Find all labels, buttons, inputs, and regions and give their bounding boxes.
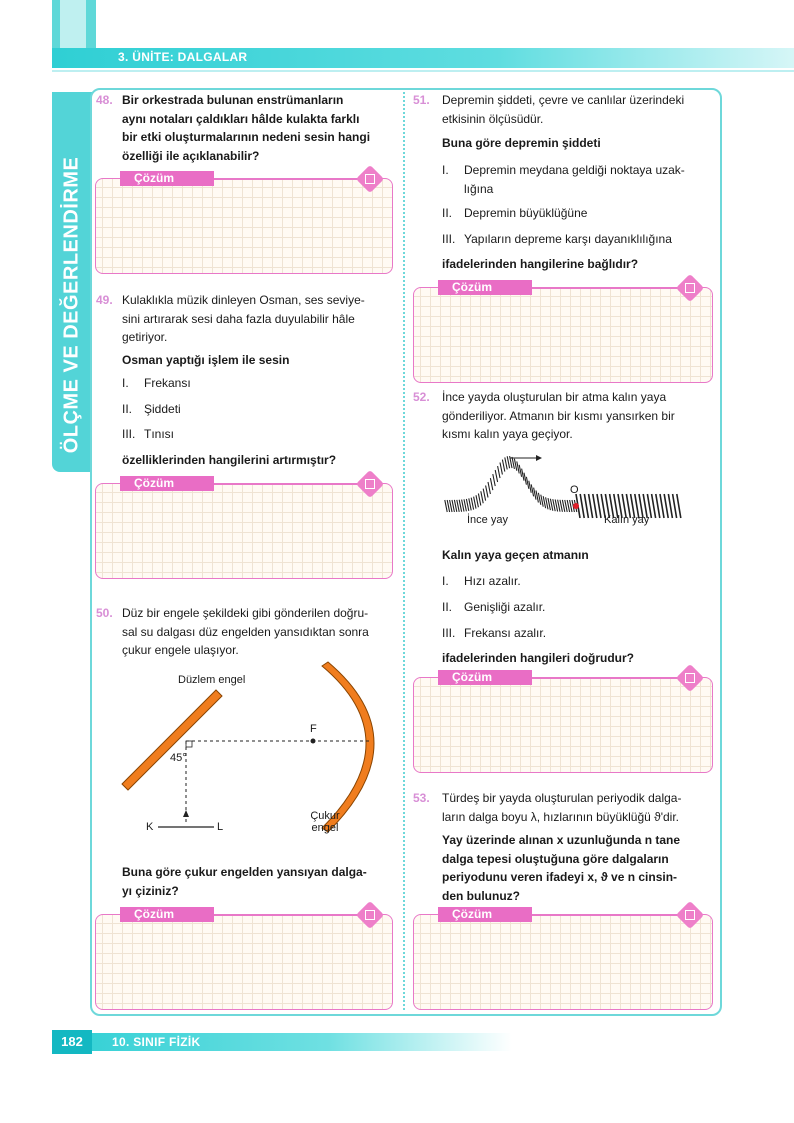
- spring-coil: [459, 500, 461, 512]
- question-50-number: 50.: [96, 606, 113, 620]
- spring-coil: [476, 495, 478, 507]
- spring-coil: [656, 494, 660, 518]
- question-52-option-2: II. Genişliği azalır.: [442, 600, 546, 614]
- spring-coil: [553, 499, 555, 511]
- spring-coil: [524, 473, 526, 485]
- spring-coil: [536, 490, 538, 502]
- spring-coil: [567, 500, 569, 512]
- question-51-option-2: II. Depremin büyüklüğüne: [442, 206, 588, 220]
- column-divider: [403, 92, 405, 1010]
- solution-box-line: [214, 914, 368, 916]
- solution-box-48[interactable]: [95, 171, 393, 274]
- spring-coil: [593, 494, 597, 518]
- question-49-option-3: III. Tınısı: [122, 427, 175, 441]
- spring-coil: [464, 499, 466, 511]
- spring-coil: [529, 481, 531, 493]
- solution-label: Çözüm: [120, 476, 214, 491]
- solution-box-line: [214, 178, 368, 180]
- page-number: 182: [52, 1030, 92, 1054]
- spring-coil: [452, 500, 454, 512]
- question-49-stem: Osman yaptığı işlem ile sesin: [122, 353, 290, 367]
- question-51-option-3: III. Yapıların depreme karşı dayanıklılığına: [442, 232, 672, 246]
- question-53-number: 53.: [413, 791, 430, 805]
- spring-coil: [580, 494, 584, 518]
- question-52-stem: Kalın yaya geçen atmanın: [442, 548, 589, 562]
- solution-label: Çözüm: [438, 280, 532, 295]
- right-angle-mark: [186, 741, 192, 747]
- spring-coil: [514, 459, 516, 471]
- question-49-option-1: I. Frekansı: [122, 376, 191, 390]
- solution-box-line: [532, 677, 688, 679]
- spring-coil: [668, 494, 672, 518]
- spring-coil: [565, 500, 567, 512]
- spring-coil: [493, 474, 495, 486]
- solution-box-line: [532, 287, 688, 289]
- spring-coil: [488, 482, 490, 494]
- spring-coil: [652, 494, 656, 518]
- solution-label: Çözüm: [438, 670, 532, 685]
- arrow-head: [536, 455, 542, 461]
- spring-diagram: [440, 450, 690, 520]
- solution-box-53[interactable]: [413, 907, 713, 1010]
- flat-barrier-label: Düzlem engel: [178, 674, 246, 686]
- solution-label: Çözüm: [120, 171, 214, 186]
- up-arrow: [183, 810, 189, 817]
- spring-coil: [550, 499, 552, 511]
- question-51-number: 51.: [413, 93, 430, 107]
- spring-coil: [570, 500, 572, 512]
- solution-label: Çözüm: [438, 907, 532, 922]
- question-49-number: 49.: [96, 293, 113, 307]
- thin-spring-label: İnce yay: [467, 514, 508, 526]
- spring-coil: [555, 499, 557, 511]
- spring-coil: [445, 500, 447, 512]
- spring-coil: [498, 466, 500, 478]
- solution-label: Çözüm: [120, 907, 214, 922]
- side-tab-label: ÖLÇME VE DEĞERLENDİRME: [60, 156, 83, 454]
- unit-title: 3. ÜNİTE: DALGALAR: [118, 50, 248, 64]
- question-50-question: Buna göre çukur engelden yansıyan dalga- yı çiziniz?: [122, 865, 367, 898]
- point-k-label: K: [146, 821, 154, 833]
- solution-box-line: [532, 914, 688, 916]
- spring-coil: [486, 486, 488, 498]
- spring-coil: [483, 489, 485, 501]
- spring-coil: [677, 494, 681, 518]
- solution-box-50[interactable]: [95, 907, 393, 1010]
- question-51-question: ifadelerinden hangilerine bağlıdır?: [442, 257, 639, 271]
- question-50-text: Düz bir engele şekildeki gibi gönderilen doğru- sal su dalgası düz engelden yansıdıktan sonra çukur engele ulaşıyor.: [122, 606, 369, 657]
- solution-box-49[interactable]: [95, 476, 393, 579]
- question-53-text: Türdeş bir yayda oluşturulan periyodik dalga- ların dalga boyu λ, hızlarının büyüklüğü ϑ'dir.: [442, 791, 682, 824]
- question-48-text: Bir orkestrada bulunan enstrümanların aynı notaları çaldıkları hâlde kulakta farklı bir etki oluşturmalarının nedeni sesin hangi özelliği ile açıklanabilir?: [122, 93, 371, 163]
- spring-coil: [560, 500, 562, 512]
- spring-coil: [507, 456, 509, 468]
- solution-box-51[interactable]: [413, 280, 713, 383]
- spring-coil: [481, 491, 483, 503]
- point-l-label: L: [217, 821, 224, 833]
- spring-coil: [673, 494, 677, 518]
- spring-coil: [597, 494, 601, 518]
- angle-label: 45°: [170, 752, 187, 764]
- question-49-text: Kulaklıkla müzik dinleyen Osman, ses seviye- sini artırarak sesi daha fazla duyulabilir hâle getiriyor.: [122, 293, 365, 344]
- question-52-number: 52.: [413, 390, 430, 404]
- spring-coil: [558, 500, 560, 512]
- junction-point: [573, 503, 579, 509]
- solution-box-line: [214, 483, 368, 485]
- question-52-question: ifadelerinden hangileri doğrudur?: [442, 651, 635, 665]
- junction-label: O: [570, 484, 579, 496]
- spring-coil: [450, 500, 452, 512]
- spring-coil: [531, 484, 533, 496]
- spring-coil: [505, 457, 507, 469]
- spring-coil: [469, 498, 471, 510]
- curved-barrier: [322, 662, 374, 832]
- spring-coil: [466, 499, 468, 511]
- spring-coil: [660, 494, 664, 518]
- question-48-number: 48.: [96, 93, 113, 107]
- reflection-diagram: [110, 660, 400, 850]
- curved-barrier-label: Çukur engel: [310, 810, 340, 834]
- spring-coil: [589, 494, 593, 518]
- question-53-question: Yay üzerinde alınan x uzunluğunda n tane dalga tepesi oluştuğuna göre dalgaların periyodunu veren ifadeyi x, ϑ ve n cinsin- den bulunuz?: [442, 833, 681, 903]
- spring-coil: [454, 500, 456, 512]
- spring-coil: [471, 498, 473, 510]
- flat-barrier: [122, 690, 222, 790]
- thick-spring-label: Kalın yay: [604, 514, 650, 526]
- spring-coil: [538, 493, 540, 505]
- spring-coil: [478, 493, 480, 505]
- question-49-option-2: II. Şiddeti: [122, 402, 181, 416]
- spring-coil: [490, 478, 492, 490]
- question-52-option-1: I. Hızı azalır.: [442, 574, 521, 588]
- spring-coil: [462, 500, 464, 512]
- spring-coil: [500, 463, 502, 475]
- question-52-text: İnce yayda oluşturulan bir atma kalın yaya gönderiliyor. Atmanın bir kısmı yansırken bir kısmı kalın yaya geçiyor.: [442, 390, 675, 441]
- question-52-option-3: III. Frekansı azalır.: [442, 626, 547, 640]
- question-51-text: Depremin şiddeti, çevre ve canlılar üzerindeki etkisinin ölçüsüdür.: [442, 93, 685, 126]
- spring-coil: [447, 500, 449, 512]
- spring-coil: [584, 494, 588, 518]
- spring-coil: [519, 465, 521, 477]
- book-title: 10. SINIF FİZİK: [112, 1035, 201, 1049]
- spring-coil: [457, 500, 459, 512]
- spring-coil: [534, 488, 536, 500]
- spring-coil: [517, 461, 519, 473]
- spring-coil: [495, 470, 497, 482]
- thin-spring: [445, 456, 577, 512]
- solution-box-52[interactable]: [413, 670, 713, 773]
- spring-coil: [522, 469, 524, 481]
- spring-coil: [664, 494, 668, 518]
- question-49-question: özelliklerinden hangilerini artırmıştır?: [122, 453, 337, 467]
- header-divider: [52, 70, 794, 72]
- question-51-stem: Buna göre depremin şiddeti: [442, 136, 601, 150]
- spring-coil: [474, 497, 476, 509]
- focus-label: F: [310, 723, 317, 735]
- spring-coil: [526, 477, 528, 489]
- spring-coil: [502, 460, 504, 472]
- spring-coil: [562, 500, 564, 512]
- question-51-option-1: I. Depremin meydana geldiği noktaya uzak- lığına: [442, 163, 685, 196]
- focus-point: [311, 739, 316, 744]
